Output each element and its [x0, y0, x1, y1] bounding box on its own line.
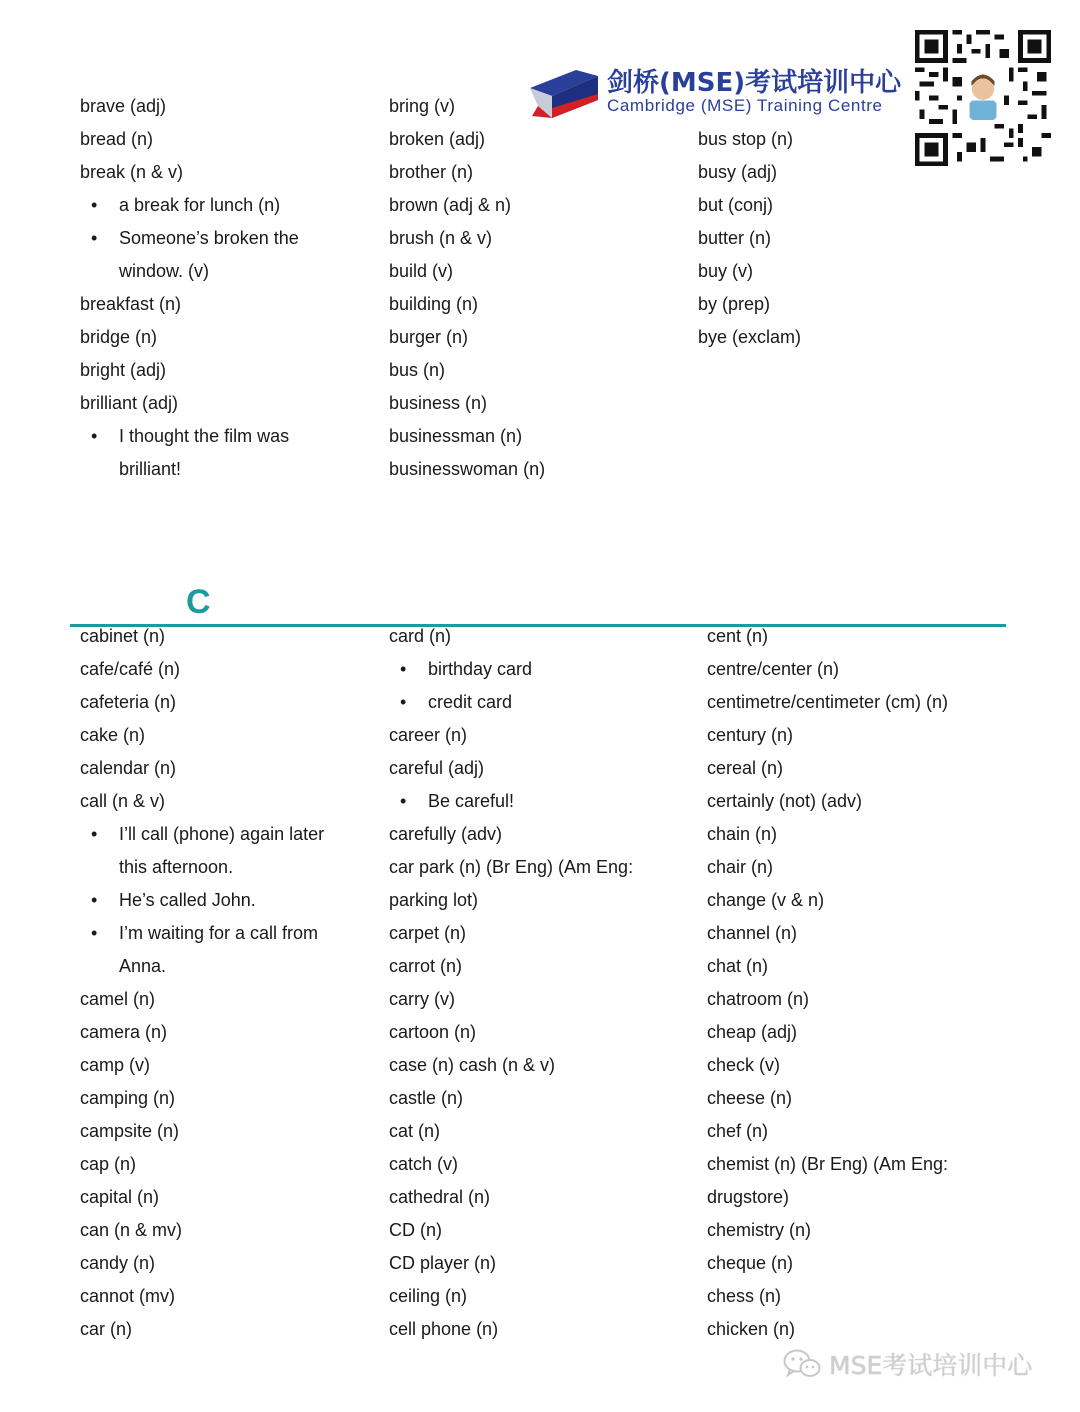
vocab-entry: chicken (n) [707, 1319, 796, 1339]
logo-chinese-name: 剑桥(MSE)考试培训中心 [607, 68, 902, 98]
vocab-entry: brother (n) [389, 162, 474, 182]
vocab-entry: cannot (mv) [80, 1286, 176, 1306]
vocab-entry: chatroom (n) [707, 989, 810, 1009]
vocab-entry: cabinet (n) [80, 626, 166, 646]
wechat-icon [783, 1348, 821, 1380]
vocab-entry: card (n) [389, 626, 452, 646]
vocab-entry: breakfast (n) [80, 294, 182, 314]
vocab-entry: cartoon (n) [389, 1022, 477, 1042]
wechat-watermark [783, 1346, 1032, 1382]
vocab-entry: bus (n) [389, 360, 446, 380]
vocab-entry: centre/center (n) [707, 659, 840, 679]
vocab-entry: centimetre/centimeter (cm) (n) [707, 692, 949, 712]
vocab-entry: candy (n) [80, 1253, 156, 1273]
example-continuation: Anna. [119, 956, 167, 976]
vocab-entry: carpet (n) [389, 923, 467, 943]
vocab-entry: cat (n) [389, 1121, 441, 1141]
vocab-entry: carry (v) [389, 989, 455, 1009]
vocab-entry: car park (n) (Br Eng) (Am Eng: [389, 857, 634, 877]
vocab-entry: bye (exclam) [698, 327, 802, 347]
vocab-entry: carefully (adv) [389, 824, 503, 844]
vocab-entry: bring (v) [389, 96, 456, 116]
example-sentence: • I thought the film was [80, 420, 299, 453]
vocab-entry: butter (n) [698, 228, 772, 248]
vocab-entry: car (n) [80, 1319, 133, 1339]
example-continuation: brilliant! [119, 459, 182, 479]
example-sentence: • I’m waiting for a call from [80, 917, 324, 950]
vocab-entry: case (n) cash (n & v) [389, 1055, 556, 1075]
vocab-entry: business (n) [389, 393, 488, 413]
example-sentence: • Someone’s broken the [80, 222, 299, 255]
example-continuation: window. (v) [119, 261, 210, 281]
section-letter-c: C [186, 583, 211, 621]
vocab-entry: careful (adj) [389, 758, 485, 778]
vocab-entry: cafeteria (n) [80, 692, 177, 712]
vocab-entry: burger (n) [389, 327, 469, 347]
vocab-entry: chef (n) [707, 1121, 769, 1141]
vocab-entry: cathedral (n) [389, 1187, 491, 1207]
qr-code-icon [914, 30, 1052, 166]
vocab-entry: castle (n) [389, 1088, 464, 1108]
vocab-entry: but (conj) [698, 195, 774, 215]
vocab-entry: cake (n) [80, 725, 146, 745]
vocab-entry: chemistry (n) [707, 1220, 812, 1240]
vocab-entry: drugstore) [707, 1187, 790, 1207]
vocab-entry: camp (v) [80, 1055, 151, 1075]
example-sentence: • credit card [389, 686, 633, 719]
vocab-entry: brown (adj & n) [389, 195, 512, 215]
example-continuation: this afternoon. [119, 857, 234, 877]
vocab-entry: CD (n) [389, 1220, 442, 1240]
example-sentence: • I’ll call (phone) again later [80, 818, 324, 851]
vocab-entry: chemist (n) (Br Eng) (Am Eng: [707, 1154, 949, 1174]
vocab-entry: by (prep) [698, 294, 771, 314]
vocab-entry: check (v) [707, 1055, 781, 1075]
b-words-column-1 [80, 90, 299, 486]
vocab-entry: cap (n) [80, 1154, 137, 1174]
vocab-entry: chair (n) [707, 857, 774, 877]
c-words-column-3 [707, 620, 948, 1346]
c-words-column-1 [80, 620, 324, 1346]
vocab-entry: camera (n) [80, 1022, 168, 1042]
vocab-entry: carrot (n) [389, 956, 463, 976]
vocab-entry: bus stop (n) [698, 129, 794, 149]
logo-english-name: Cambridge (MSE) Training Centre [607, 96, 883, 115]
vocab-entry: cell phone (n) [389, 1319, 499, 1339]
vocab-entry: chess (n) [707, 1286, 782, 1306]
vocab-entry: bridge (n) [80, 327, 158, 347]
watermark-text: MSE考试培训中心 [829, 1351, 1033, 1380]
vocab-entry: cheap (adj) [707, 1022, 798, 1042]
vocab-entry: cereal (n) [707, 758, 784, 778]
vocab-entry: certainly (not) (adv) [707, 791, 863, 811]
vocab-entry: can (n & mv) [80, 1220, 183, 1240]
vocab-entry: busy (adj) [698, 162, 778, 182]
vocab-entry: build (v) [389, 261, 454, 281]
vocab-entry: chain (n) [707, 824, 778, 844]
vocab-entry: ceiling (n) [389, 1286, 468, 1306]
vocab-entry: buy (v) [698, 261, 754, 281]
vocab-entry: break (n & v) [80, 162, 184, 182]
brand-logo [528, 62, 908, 120]
vocab-entry: bread (n) [80, 129, 154, 149]
c-words-column-2 [389, 620, 633, 1346]
b-words-column-3 [698, 123, 801, 354]
vocab-entry: calendar (n) [80, 758, 177, 778]
vocab-entry: brush (n & v) [389, 228, 493, 248]
vocab-entry: brilliant (adj) [80, 393, 179, 413]
vocab-entry: campsite (n) [80, 1121, 180, 1141]
vocab-entry: bright (adj) [80, 360, 167, 380]
example-sentence: • birthday card [389, 653, 633, 686]
vocab-entry: catch (v) [389, 1154, 459, 1174]
vocab-entry: building (n) [389, 294, 479, 314]
vocab-entry: businesswoman (n) [389, 459, 546, 479]
vocab-entry: brave (adj) [80, 96, 167, 116]
example-sentence: • Be careful! [389, 785, 633, 818]
vocab-entry: cheque (n) [707, 1253, 794, 1273]
example-sentence: • He’s called John. [80, 884, 324, 917]
vocab-entry: century (n) [707, 725, 794, 745]
vocab-entry: cent (n) [707, 626, 769, 646]
example-sentence: • a break for lunch (n) [80, 189, 299, 222]
vocab-entry: camping (n) [80, 1088, 176, 1108]
vocab-entry: parking lot) [389, 890, 479, 910]
vocab-entry: camel (n) [80, 989, 156, 1009]
vocab-entry: channel (n) [707, 923, 798, 943]
vocab-entry: broken (adj) [389, 129, 486, 149]
vocab-entry: cheese (n) [707, 1088, 793, 1108]
vocab-entry: businessman (n) [389, 426, 523, 446]
vocab-entry: cafe/café (n) [80, 659, 181, 679]
vocab-entry: career (n) [389, 725, 468, 745]
vocab-entry: call (n & v) [80, 791, 166, 811]
vocab-entry: change (v & n) [707, 890, 825, 910]
b-words-column-2 [389, 90, 545, 486]
vocab-entry: capital (n) [80, 1187, 160, 1207]
vocab-entry: chat (n) [707, 956, 769, 976]
vocab-entry: CD player (n) [389, 1253, 497, 1273]
